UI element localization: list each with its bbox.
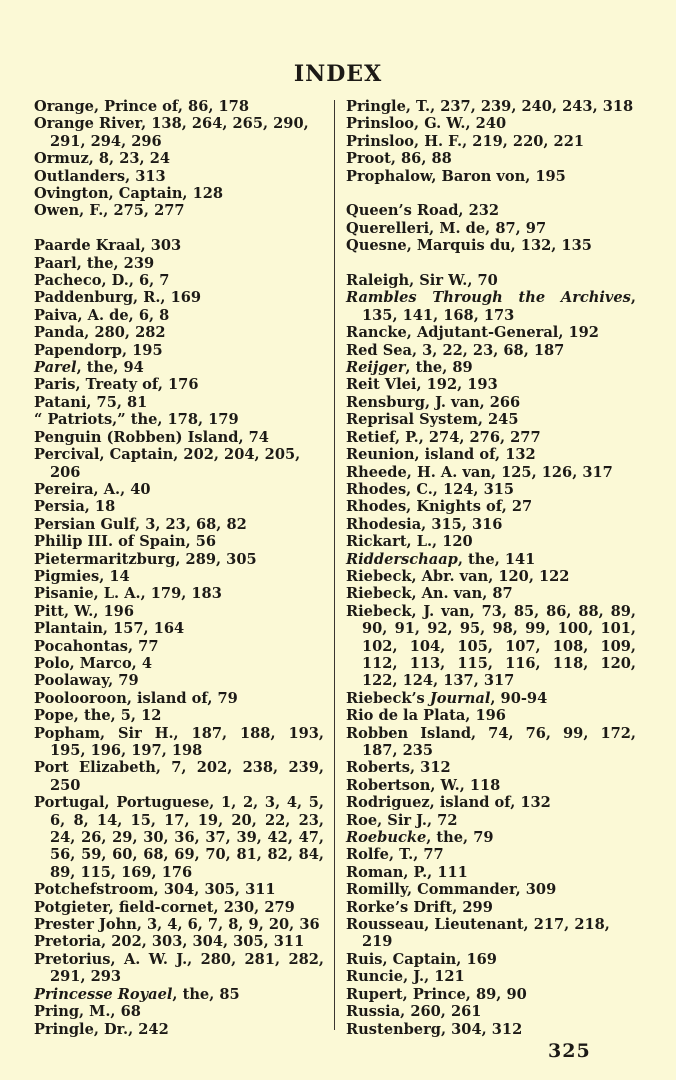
index-entry (346, 429, 636, 446)
index-entry-text: Pringle, Dr., 242 (34, 1020, 169, 1038)
index-entry-text: Potchefstroom, 304, 305, 311 (34, 881, 276, 899)
page-title: INDEX (293, 61, 383, 87)
index-entry-text: Persia, 18 (34, 498, 116, 516)
index-entry-text: Querelleri, M. de, 87, 97 (346, 219, 547, 237)
index-entry-text: Outlanders, 313 (34, 167, 166, 185)
index-entry (34, 899, 324, 916)
index-entry (346, 864, 636, 881)
index-entry-text: Portugal, Portuguese, 1, 2, 3, 4, 5, 6, 8, 14, 15, 17, 19, 20, 22, 23, 24, 26, 29, 30, 36, 37, 39, 42, 47, 56, 59, 60, 68, 69, 70, 81, 82, 84, 89, 115, 169, 176 (34, 794, 324, 881)
index-entry-text: Red Sea, 3, 22, 23, 68, 187 (346, 341, 565, 359)
index-entry-text: Rickart, L., 120 (346, 533, 473, 551)
index-entry (346, 324, 636, 341)
index-entry (346, 516, 636, 533)
index-entry-text: Queen’s Road, 232 (346, 202, 500, 220)
index-entry (346, 289, 636, 324)
section-gap (34, 220, 324, 237)
index-entry-text: Ormuz, 8, 23, 24 (34, 150, 170, 168)
index-entry (34, 289, 324, 306)
index-entry-text: Rhodes, Knights of, 27 (346, 498, 533, 516)
index-entry (346, 272, 636, 289)
index-entry (34, 255, 324, 272)
index-entry-text: Prophalow, Baron von, 195 (346, 167, 566, 185)
index-entry (346, 846, 636, 863)
index-entry-text: Robben Island, 74, 76, 99, 172, 187, 235 (346, 724, 636, 759)
index-entry-text: Rousseau, Lieutenant, 217, 218, 219 (346, 916, 610, 951)
index-entry-text: Popham, Sir H., 187, 188, 193, 195, 196, 197, 198 (34, 724, 324, 760)
index-entry-text: Riebeck, J. van, 73, 85, 86, 88, 89, 90, 91, 92, 95, 98, 99, 100, 101, 102, 104, 105, 107, 108, 109, 112, 113, 115, 116, 118, 120, 122, 124, 137, 317 (346, 602, 636, 690)
index-entry-text: , the, 85 (172, 985, 240, 1003)
index-entry (34, 933, 324, 950)
index-entry (346, 794, 636, 811)
index-entry-text: Penguin (Robben) Island, 74 (34, 428, 269, 446)
index-entry-text: , 135, 141, 168, 173 (362, 289, 636, 324)
index-entry-text: Potgieter, field-cornet, 230, 279 (34, 898, 295, 916)
index-entry-text: Reprisal System, 245 (346, 411, 519, 429)
index-column-right (346, 98, 636, 1038)
index-entry-text: Rustenberg, 304, 312 (346, 1020, 523, 1038)
index-entry-text: Rheede, H. A. van, 125, 126, 317 (346, 463, 613, 481)
index-entry-text: Papendorp, 195 (34, 341, 163, 359)
page-number: 325 (548, 1040, 591, 1062)
index-entry-text: Pietermaritzburg, 289, 305 (34, 550, 257, 568)
index-entry (34, 585, 324, 602)
index-entry-text: Reunion, island of, 132 (346, 446, 536, 464)
index-entry (34, 446, 324, 481)
index-entry-text: Rodriguez, island of, 132 (346, 794, 551, 812)
index-entry-text: Roe, Sir J., 72 (346, 811, 458, 829)
index-entry (34, 1003, 324, 1020)
index-entry-text: , the, 94 (76, 359, 144, 377)
index-entry (34, 672, 324, 689)
index-entry-text: Polo, Marco, 4 (34, 654, 152, 672)
index-entry-text: Paarde Kraal, 303 (34, 237, 182, 255)
index-entry (34, 759, 324, 794)
index-entry (346, 568, 636, 585)
index-entry-text: Pisanie, L. A., 179, 183 (34, 585, 222, 603)
index-entry (346, 707, 636, 724)
index-entry (34, 881, 324, 898)
index-entry (34, 707, 324, 724)
index-entry-italic: Roebucke (346, 829, 427, 847)
index-entry (346, 168, 636, 185)
index-entry (34, 794, 324, 881)
section-gap (346, 255, 636, 272)
index-entry-text: Pitt, W., 196 (34, 602, 134, 620)
index-entry (346, 951, 636, 968)
index-entry-text: Proot, 86, 88 (346, 150, 452, 168)
index-entry-text: Russia, 260, 261 (346, 1003, 482, 1021)
index-entry (346, 394, 636, 411)
index-entry (346, 759, 636, 776)
index-entry (34, 237, 324, 254)
index-entry-text: Rorke’s Drift, 299 (346, 898, 493, 916)
index-entry (34, 951, 324, 986)
index-entry-text: Persian Gulf, 3, 23, 68, 82 (34, 515, 247, 533)
index-entry-text: Plantain, 157, 164 (34, 620, 185, 638)
index-entry (34, 498, 324, 515)
index-entry-text: Reit Vlei, 192, 193 (346, 376, 498, 394)
index-entry-text: Patani, 75, 81 (34, 393, 148, 411)
index-entry-text: Runcie, J., 121 (346, 968, 465, 986)
index-entry-italic: Parel (34, 359, 77, 377)
index-entry-text: Percival, Captain, 202, 204, 205, 206 (34, 446, 301, 481)
index-entry (34, 725, 324, 760)
index-entry (346, 481, 636, 498)
index-entry-text: Poolaway, 79 (34, 672, 139, 690)
index-entry-text: Ovington, Captain, 128 (34, 185, 224, 203)
index-entry (34, 150, 324, 167)
index-entry (34, 394, 324, 411)
index-entry-text: Prinsloo, H. F., 219, 220, 221 (346, 132, 585, 150)
index-entry-text: Paddenburg, R., 169 (34, 289, 202, 307)
index-entry (34, 185, 324, 202)
index-entry (34, 533, 324, 550)
index-entry-text: Poolooroon, island of, 79 (34, 689, 238, 707)
index-entry (34, 516, 324, 533)
index-entry-italic: Journal (429, 689, 491, 707)
index-entry-text: Philip III. of Spain, 56 (34, 533, 217, 551)
index-entry-italic: Reijger (346, 359, 406, 377)
index-entry (346, 986, 636, 1003)
section-gap (346, 185, 636, 202)
index-entry-italic: Princesse Royael (34, 985, 173, 1003)
index-entry (346, 150, 636, 167)
index-entry-text: Rancke, Adjutant-General, 192 (346, 324, 599, 342)
index-entry (346, 585, 636, 602)
index-entry (346, 603, 636, 690)
index-entry (34, 202, 324, 219)
index-entry-text: Paiva, A. de, 6, 8 (34, 306, 170, 324)
index-entry (346, 115, 636, 132)
index-entry-text: Pretorius, A. W. J., 280, 281, 282, 291, 293 (34, 950, 324, 986)
index-entry (34, 168, 324, 185)
index-entry-text: Prinsloo, G. W., 240 (346, 115, 507, 133)
index-entry-text: Owen, F., 275, 277 (34, 202, 185, 220)
index-entry-text: “ Patriots,” the, 178, 179 (34, 411, 239, 429)
index-entry (34, 481, 324, 498)
index-entry-text: Orange, Prince of, 86, 178 (34, 98, 249, 115)
index-entry-text: Rupert, Prince, 89, 90 (346, 985, 527, 1003)
index-entry-text: Ruis, Captain, 169 (346, 950, 497, 968)
index-entry-text: Paarl, the, 239 (34, 254, 155, 272)
index-entry (34, 690, 324, 707)
index-entry-text: Pring, M., 68 (34, 1003, 141, 1021)
index-entry (34, 429, 324, 446)
index-entry (34, 1021, 324, 1038)
index-entry-text: , the, 89 (405, 359, 473, 377)
index-entry (346, 881, 636, 898)
index-entry (346, 916, 636, 951)
index-column-left (34, 98, 324, 1038)
index-entry-text: Pigmies, 14 (34, 567, 130, 585)
index-entry-text: , the, 79 (426, 829, 494, 847)
index-entry-text: Rolfe, T., 77 (346, 846, 444, 864)
index-entry-text: Pereira, A., 40 (34, 480, 151, 498)
index-entry (346, 237, 636, 254)
index-entry (34, 655, 324, 672)
index-entry (346, 464, 636, 481)
index-entry (346, 1003, 636, 1020)
index-entry-text: , the, 141 (457, 550, 536, 568)
column-divider (334, 100, 335, 1030)
index-entry-text: Roberts, 312 (346, 759, 451, 777)
index-entry (346, 376, 636, 393)
index-entry-text: Rhodesia, 315, 316 (346, 515, 503, 533)
index-entry (34, 307, 324, 324)
index-entry (346, 829, 636, 846)
index-entry-text: Prester John, 3, 4, 6, 7, 8, 9, 20, 36 (34, 916, 320, 934)
index-entry-text: Riebeck, An. van, 87 (346, 585, 513, 603)
index-entry (34, 551, 324, 568)
index-entry (346, 411, 636, 428)
index-entry-text: Pacheco, D., 6, 7 (34, 272, 170, 290)
index-entry-italic: Rambles Through the Archives (346, 289, 631, 307)
index-entry (346, 533, 636, 550)
index-entry (34, 342, 324, 359)
index-entry-text: Rensburg, J. van, 266 (346, 393, 521, 411)
index-entry (34, 986, 324, 1003)
index-entry (34, 603, 324, 620)
index-entry-italic: Ridderschaap (346, 550, 458, 568)
index-entry (346, 899, 636, 916)
index-entry-text: Pringle, T., 237, 239, 240, 243, 318 (346, 98, 634, 115)
index-entry (346, 551, 636, 568)
index-entry-text: Port Elizabeth, 7, 202, 238, 239, 250 (34, 759, 324, 794)
index-entry (346, 359, 636, 376)
index-entry (34, 568, 324, 585)
index-entry (346, 98, 636, 115)
index-entry (34, 115, 324, 150)
index-entry-text: Romilly, Commander, 309 (346, 881, 557, 899)
index-entry (34, 620, 324, 637)
index-entry-text: Pope, the, 5, 12 (34, 707, 162, 725)
index-entry (34, 272, 324, 289)
index-entry-text: Riebeck, Abr. van, 120, 122 (346, 567, 570, 585)
index-entry-text: Rio de la Plata, 196 (346, 707, 506, 725)
index-entry-text: Retief, P., 274, 276, 277 (346, 428, 541, 446)
index-entry-text: Quesne, Marquis du, 132, 135 (346, 237, 592, 255)
index-entry (346, 342, 636, 359)
index-entry (34, 324, 324, 341)
index-entry (346, 202, 636, 219)
index-entry (34, 638, 324, 655)
index-entry (34, 916, 324, 933)
index-entry-text: Robertson, W., 118 (346, 776, 501, 794)
index-entry (346, 498, 636, 515)
index-entry-text: Rhodes, C., 124, 315 (346, 480, 515, 498)
index-entry (346, 777, 636, 794)
index-entry (346, 690, 636, 707)
index-entry-text: Riebeck’s (346, 689, 430, 707)
index-entry (346, 968, 636, 985)
index-entry-text: Pretoria, 202, 303, 304, 305, 311 (34, 933, 305, 951)
index-entry (346, 133, 636, 150)
index-entry (34, 376, 324, 393)
index-entry (346, 220, 636, 237)
index-entry-text: Paris, Treaty of, 176 (34, 376, 199, 394)
index-entry (34, 359, 324, 376)
index-entry-text: , 90-94 (490, 689, 548, 707)
index-entry-text: Panda, 280, 282 (34, 324, 166, 342)
index-entry (346, 1021, 636, 1038)
index-entry (346, 446, 636, 463)
index-entry-text: Raleigh, Sir W., 70 (346, 272, 498, 290)
index-entry (346, 725, 636, 760)
index-entry (34, 98, 324, 115)
index-entry (34, 411, 324, 428)
index-entry-text: Pocahontas, 77 (34, 637, 159, 655)
index-entry (346, 812, 636, 829)
index-entry-text: Orange River, 138, 264, 265, 290, 291, 294, 296 (34, 115, 309, 150)
index-entry-text: Roman, P., 111 (346, 863, 468, 881)
